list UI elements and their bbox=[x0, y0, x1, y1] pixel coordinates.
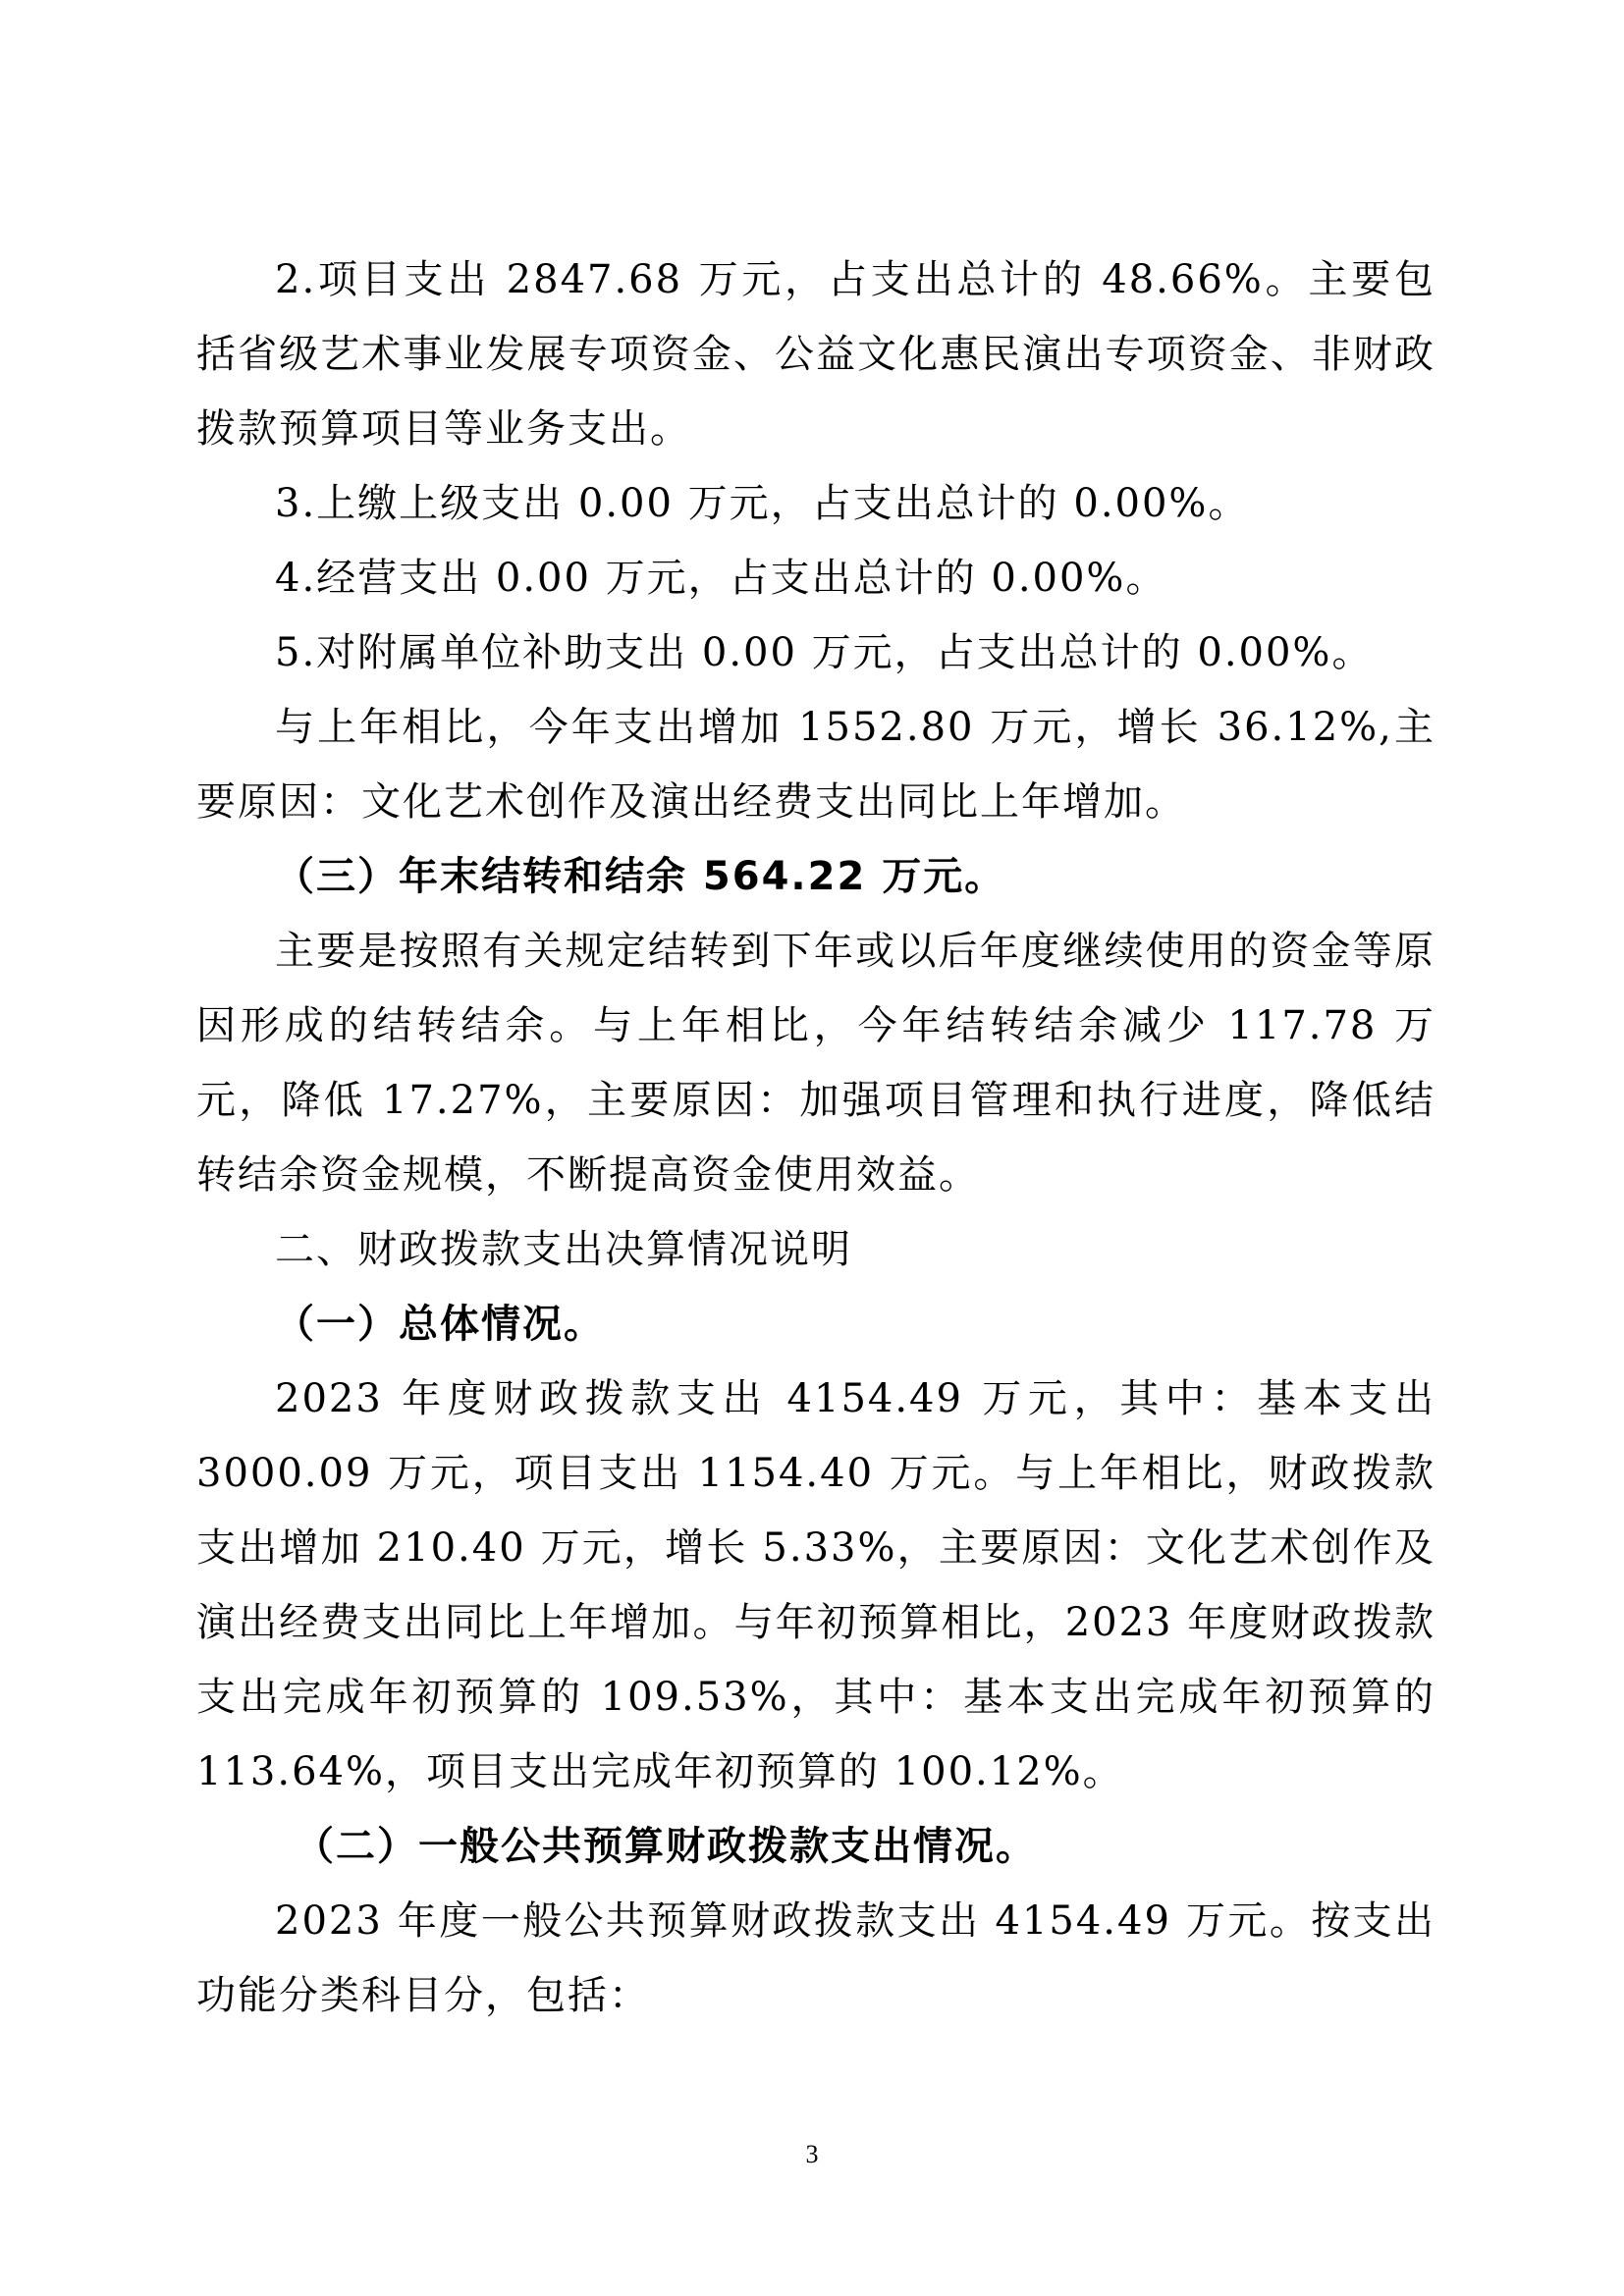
paragraph-operating-expenditure: 4.经营支出 0.00 万元，占支出总计的 0.00%。 bbox=[275, 556, 1167, 601]
paragraph-overall-detail: 2023 年度财政拨款支出 4154.49 万元，其中：基本支出 3000.09 万元，项目支出 1154.40 万元。与上年相比，财政拨款支出增加 210.40 万元，增长 5.33%，主要原因：文化艺术创作及演出经费支出同比上年增加。与年初预算相比，2023 年度财政拨款支出完成年初预算的 109.53%，其中：基本支出完成年初预算的 113.64%，项目支出完成年初预算的 100.12%。 bbox=[196, 1376, 1435, 1794]
subsection-heading-general-budget: （二）一般公共预算财政拨款支出情况。 bbox=[295, 1824, 1037, 1869]
paragraph-project-expenditure: 2.项目支出 2847.68 万元，占支出总计的 48.66%。主要包括省级艺术事业发展专项资金、公益文化惠民演出专项资金、非财政拨款预算项目等业务支出。 bbox=[196, 257, 1435, 452]
section-heading-carryover: （三）年末结转和结余 564.22 万元。 bbox=[275, 854, 1006, 899]
paragraph-carryover-detail: 主要是按照有关规定结转到下年或以后年度继续使用的资金等原因形成的结转结余。与上年相比，今年结转结余减少 117.78 万元，降低 17.27%，主要原因：加强项目管理和执行进度，降低结转结余资金规模，不断提高资金使用效益。 bbox=[196, 929, 1435, 1198]
paragraph-year-comparison: 与上年相比，今年支出增加 1552.80 万元，增长 36.12%,主要原因：文化艺术创作及演出经费支出同比上年增加。 bbox=[196, 705, 1435, 825]
page-number: 3 bbox=[805, 2140, 819, 2168]
paragraph-subsidiary-expenditure: 5.对附属单位补助支出 0.00 万元，占支出总计的 0.00%。 bbox=[275, 630, 1374, 675]
section-heading-fiscal-appropriation: 二、财政拨款支出决算情况说明 bbox=[275, 1227, 852, 1272]
paragraph-upper-level-expenditure: 3.上缴上级支出 0.00 万元，占支出总计的 0.00%。 bbox=[275, 481, 1250, 526]
subsection-heading-overall: （一）总体情况。 bbox=[275, 1302, 605, 1347]
paragraph-general-budget-detail: 2023 年度一般公共预算财政拨款支出 4154.49 万元。按支出功能分类科目分，包括： bbox=[196, 1898, 1435, 2018]
document-body bbox=[196, 242, 1435, 2033]
